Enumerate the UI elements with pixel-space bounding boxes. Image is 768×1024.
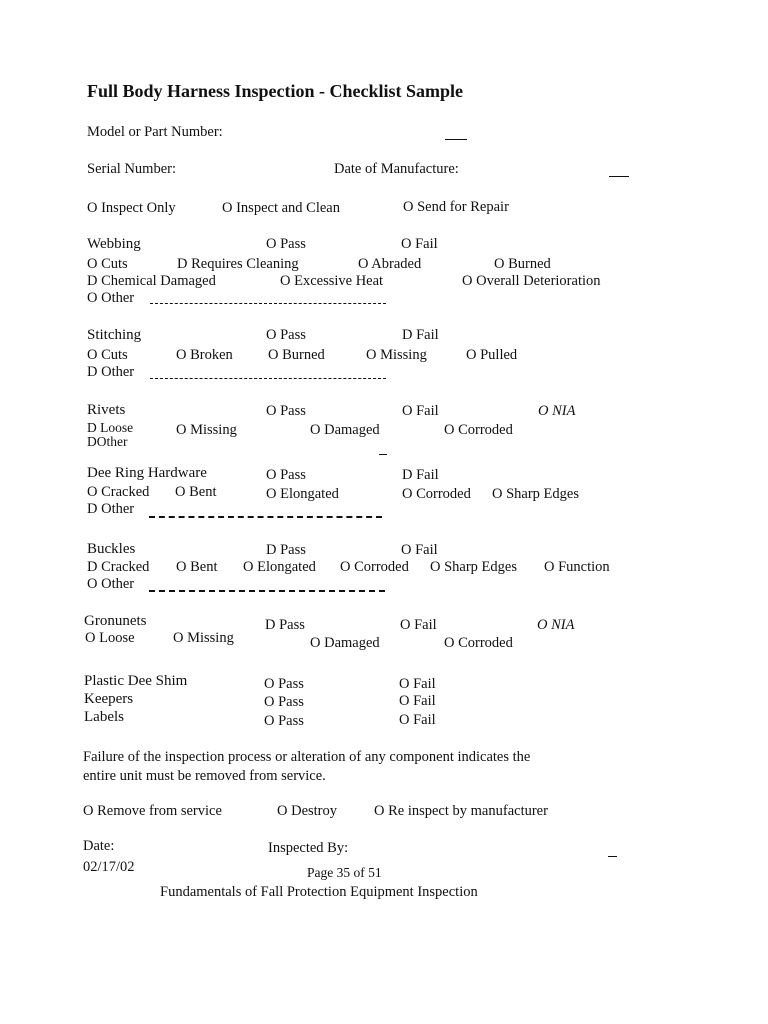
buckles-pass-option[interactable]: D Pass <box>266 542 306 558</box>
rivets-pass-option[interactable]: O Pass <box>266 403 306 419</box>
rivets-loose-option[interactable]: D Loose <box>87 420 134 435</box>
labels-heading: Labels <box>84 709 124 725</box>
keepers-pass-option[interactable]: O Pass <box>264 694 304 710</box>
dee-ring-pass-option[interactable]: O Pass <box>266 467 306 483</box>
webbing-chemical-damaged-option[interactable]: D Chemical Damaged <box>87 273 216 289</box>
serial-number-label: Serial Number: <box>87 161 176 177</box>
buckles-corroded-option[interactable]: O Corroded <box>340 559 409 575</box>
dee-ring-fail-option[interactable]: D Fail <box>402 467 439 483</box>
dee-ring-other-option[interactable]: D Other <box>87 501 135 517</box>
buckles-elongated-option[interactable]: O Elongated <box>243 559 316 575</box>
rivets-corroded-option[interactable]: O Corroded <box>444 422 513 438</box>
plastic-dee-shim-heading: Plastic Dee Shim <box>84 673 188 689</box>
page-number: Page 35 of 51 <box>307 865 382 880</box>
plastic-dee-shim-pass-option[interactable]: O Pass <box>264 676 304 692</box>
stitching-pulled-option[interactable]: O Pulled <box>466 347 518 363</box>
grommets-heading: Gronunets <box>84 613 147 629</box>
stitching-cuts-option[interactable]: O Cuts <box>87 347 128 363</box>
send-for-repair-option[interactable]: O Send for Repair <box>403 199 509 215</box>
stitching-burned-option[interactable]: O Burned <box>268 347 325 363</box>
date-of-manufacture-label: Date of Manufacture: <box>334 161 459 177</box>
buckles-other-option[interactable]: O Other <box>87 576 135 592</box>
stitching-pass-option[interactable]: O Pass <box>266 327 306 343</box>
webbing-other-field[interactable] <box>150 303 386 304</box>
reinspect-by-manufacturer-option[interactable]: O Re inspect by manufacturer <box>374 803 548 819</box>
webbing-cuts-option[interactable]: O Cuts <box>87 256 128 272</box>
plastic-dee-shim-fail-option[interactable]: O Fail <box>399 676 436 692</box>
rivets-fail-option[interactable]: O Fail <box>402 403 439 419</box>
page-title: Full Body Harness Inspection - Checklist Sample <box>87 81 464 101</box>
dee-ring-sharp-edges-option[interactable]: O Sharp Edges <box>492 486 579 502</box>
dee-ring-cracked-option[interactable]: O Cracked <box>87 484 150 500</box>
rivets-damaged-option[interactable]: O Damaged <box>310 422 380 438</box>
stitching-heading: Stitching <box>87 327 142 343</box>
dee-ring-heading: Dee Ring Hardware <box>87 465 207 481</box>
buckles-cracked-option[interactable]: D Cracked <box>87 559 150 575</box>
buckles-other-field[interactable] <box>149 590 385 592</box>
document-subtitle: Fundamentals of Fall Protection Equipment Inspection <box>160 884 478 900</box>
grommets-corroded-option[interactable]: O Corroded <box>444 635 513 651</box>
webbing-fail-option[interactable]: O Fail <box>401 236 438 252</box>
webbing-heading: Webbing <box>87 236 141 252</box>
date-label: Date: <box>83 838 115 854</box>
webbing-other-option[interactable]: O Other <box>87 290 135 306</box>
grommets-na-option[interactable]: O NIA <box>537 617 575 633</box>
date-of-manufacture-field[interactable] <box>609 176 629 177</box>
destroy-option[interactable]: O Destroy <box>277 803 338 819</box>
labels-pass-option[interactable]: O Pass <box>264 713 304 729</box>
stitching-fail-option[interactable]: D Fail <box>402 327 439 343</box>
grommets-missing-option[interactable]: O Missing <box>173 630 234 646</box>
webbing-excessive-heat-option[interactable]: O Excessive Heat <box>280 273 384 289</box>
dee-ring-bent-option[interactable]: O Bent <box>175 484 217 500</box>
webbing-requires-cleaning-option[interactable]: D Requires Cleaning <box>177 256 299 272</box>
dee-ring-elongated-option[interactable]: O Elongated <box>266 486 339 502</box>
grommets-damaged-option[interactable]: O Damaged <box>310 635 380 651</box>
grommets-loose-option[interactable]: O Loose <box>85 630 135 646</box>
inspect-and-clean-option[interactable]: O Inspect and Clean <box>222 200 340 216</box>
grommets-fail-option[interactable]: O Fail <box>400 617 437 633</box>
rivets-missing-option[interactable]: O Missing <box>176 422 237 438</box>
keepers-fail-option[interactable]: O Fail <box>399 693 436 709</box>
inspected-by-field[interactable] <box>608 856 617 857</box>
model-number-field[interactable] <box>445 139 467 140</box>
webbing-pass-option[interactable]: O Pass <box>266 236 306 252</box>
inspect-only-option[interactable]: O Inspect Only <box>87 200 176 216</box>
buckles-bent-option[interactable]: O Bent <box>176 559 218 575</box>
remove-from-service-option[interactable]: O Remove from service <box>83 803 222 819</box>
inspected-by-label: Inspected By: <box>268 840 349 856</box>
labels-fail-option[interactable]: O Fail <box>399 712 436 728</box>
buckles-fail-option[interactable]: O Fail <box>401 542 438 558</box>
grommets-pass-option[interactable]: D Pass <box>265 617 305 633</box>
rivets-other-field[interactable] <box>379 454 387 455</box>
webbing-overall-deterioration-option[interactable]: O Overall Deterioration <box>462 273 601 289</box>
buckles-function-option[interactable]: O Function <box>544 559 610 575</box>
buckles-sharp-edges-option[interactable]: O Sharp Edges <box>430 559 517 575</box>
stitching-other-option[interactable]: D Other <box>87 364 135 380</box>
stitching-broken-option[interactable]: O Broken <box>176 347 233 363</box>
dee-ring-corroded-option[interactable]: O Corroded <box>402 486 471 502</box>
model-number-label: Model or Part Number: <box>87 124 223 140</box>
webbing-abraded-option[interactable]: O Abraded <box>358 256 422 272</box>
rivets-other-option[interactable]: DOther <box>87 434 128 449</box>
document-date: 02/17/02 <box>83 859 135 875</box>
rivets-na-option[interactable]: O NIA <box>538 403 576 419</box>
keepers-heading: Keepers <box>84 691 134 707</box>
stitching-other-field[interactable] <box>150 378 386 379</box>
rivets-heading: Rivets <box>87 402 126 418</box>
stitching-missing-option[interactable]: O Missing <box>366 347 427 363</box>
failure-note-line-2: entire unit must be removed from service. <box>83 768 326 784</box>
dee-ring-other-field[interactable] <box>149 516 382 518</box>
failure-note-line-1: Failure of the inspection process or alteration of any component indicates the <box>83 749 531 765</box>
webbing-burned-option[interactable]: O Burned <box>494 256 551 272</box>
buckles-heading: Buckles <box>87 541 136 557</box>
